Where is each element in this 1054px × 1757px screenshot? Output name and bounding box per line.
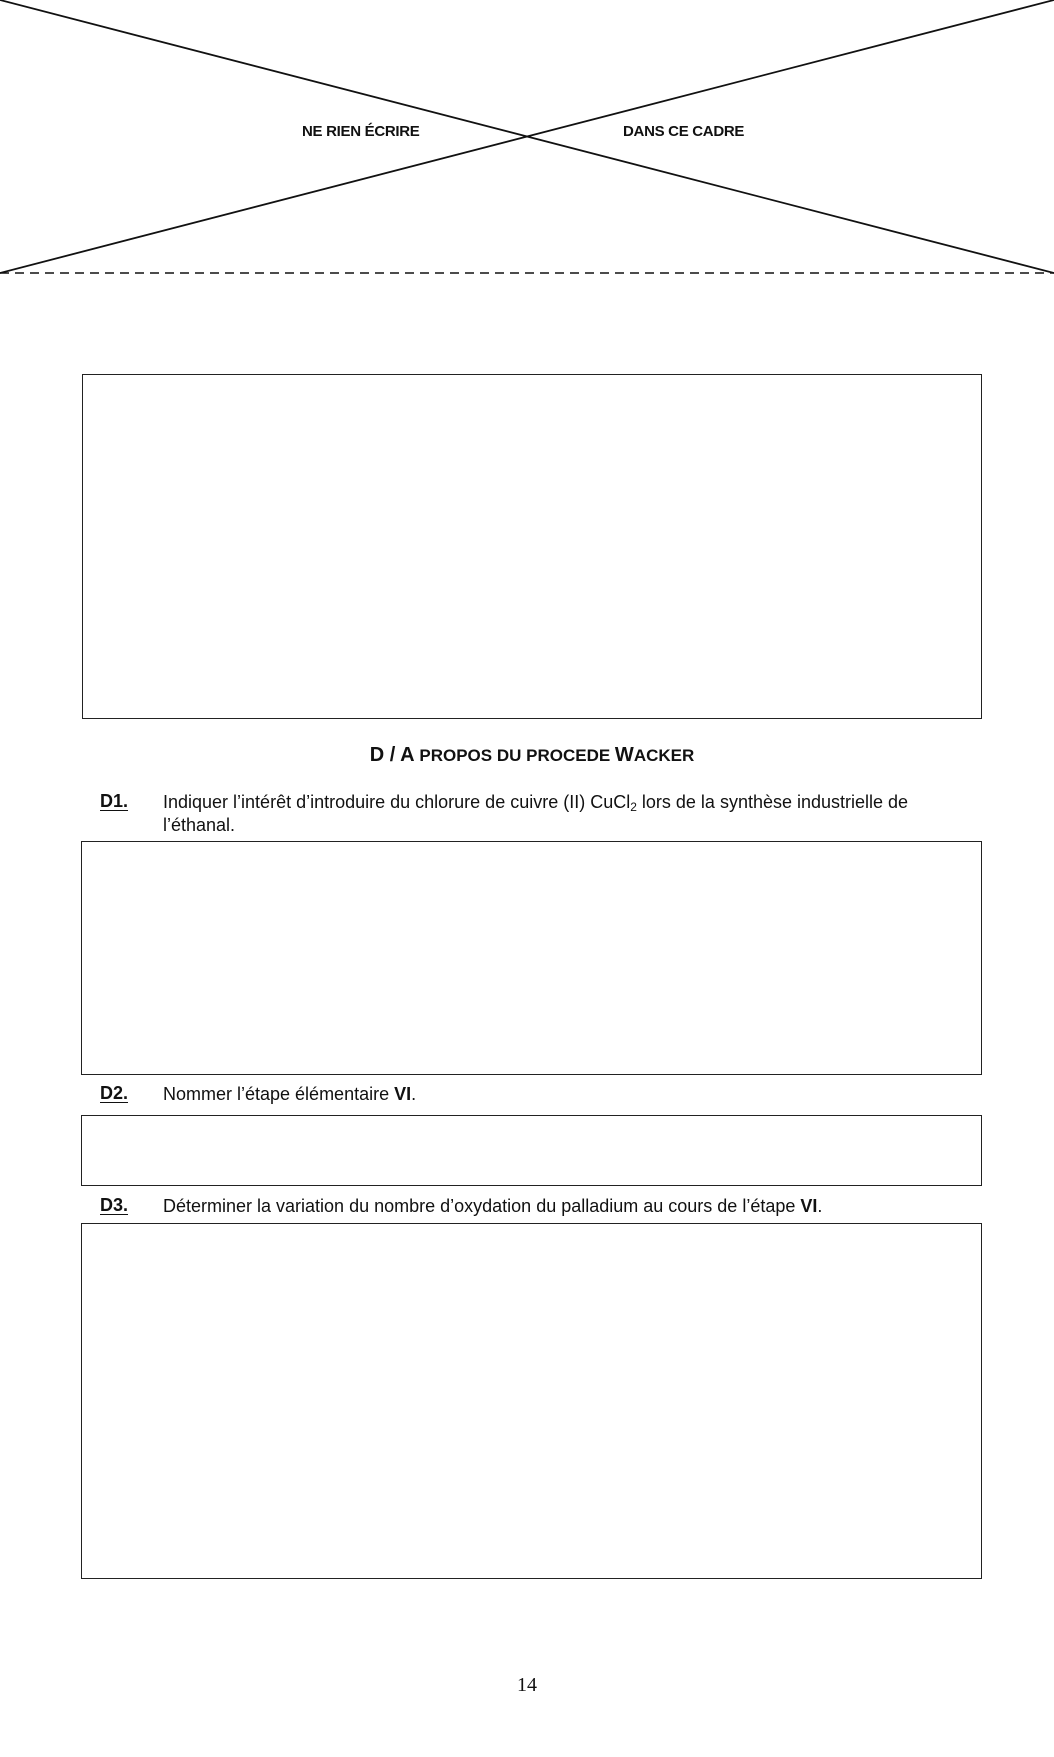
answer-box-previous[interactable] [82,374,982,719]
question-d1-subscript: 2 [630,800,637,814]
section-title-w: W [614,744,634,766]
question-d1-text-before: Indiquer l’intérêt d’introduire du chlorure de cuivre (II) CuCl [163,792,631,812]
question-d1-text-after: lors de la synthèse industrielle de l’éthanal. [163,792,909,835]
question-d3-label: D3. [100,1195,129,1215]
question-d2-text [163,1083,983,1106]
answer-box-d2[interactable] [81,1115,982,1186]
page-number: 14 [517,1674,537,1696]
question-d1-text [163,791,983,837]
question-d3-text [163,1195,983,1218]
section-title-prefix: D / A [369,744,420,766]
answer-box-d1[interactable] [81,841,982,1075]
section-title-part-1: PROPOS DU PROCEDE [419,746,615,765]
question-d1-label: D1. [100,791,129,811]
question-d2-label: D2. [100,1083,129,1103]
question-d2-end: . [411,1084,417,1104]
question-d3-bold: VI [800,1196,818,1216]
question-d3-end: . [817,1196,823,1216]
header-left-text: NE RIEN ÉCRIRE [302,123,420,140]
section-title [0,744,1054,767]
question-d2-bold: VI [394,1084,412,1104]
do-not-write-frame [0,0,1054,280]
header-right-text: DANS CE CADRE [623,123,745,140]
answer-box-d3[interactable] [81,1223,982,1579]
question-d2-text-main: Nommer l’étape élémentaire [163,1084,395,1104]
section-title-part-2: ACKER [633,746,695,765]
question-d3-text-main: Déterminer la variation du nombre d’oxydation du palladium au cours de l’étape [163,1196,801,1216]
